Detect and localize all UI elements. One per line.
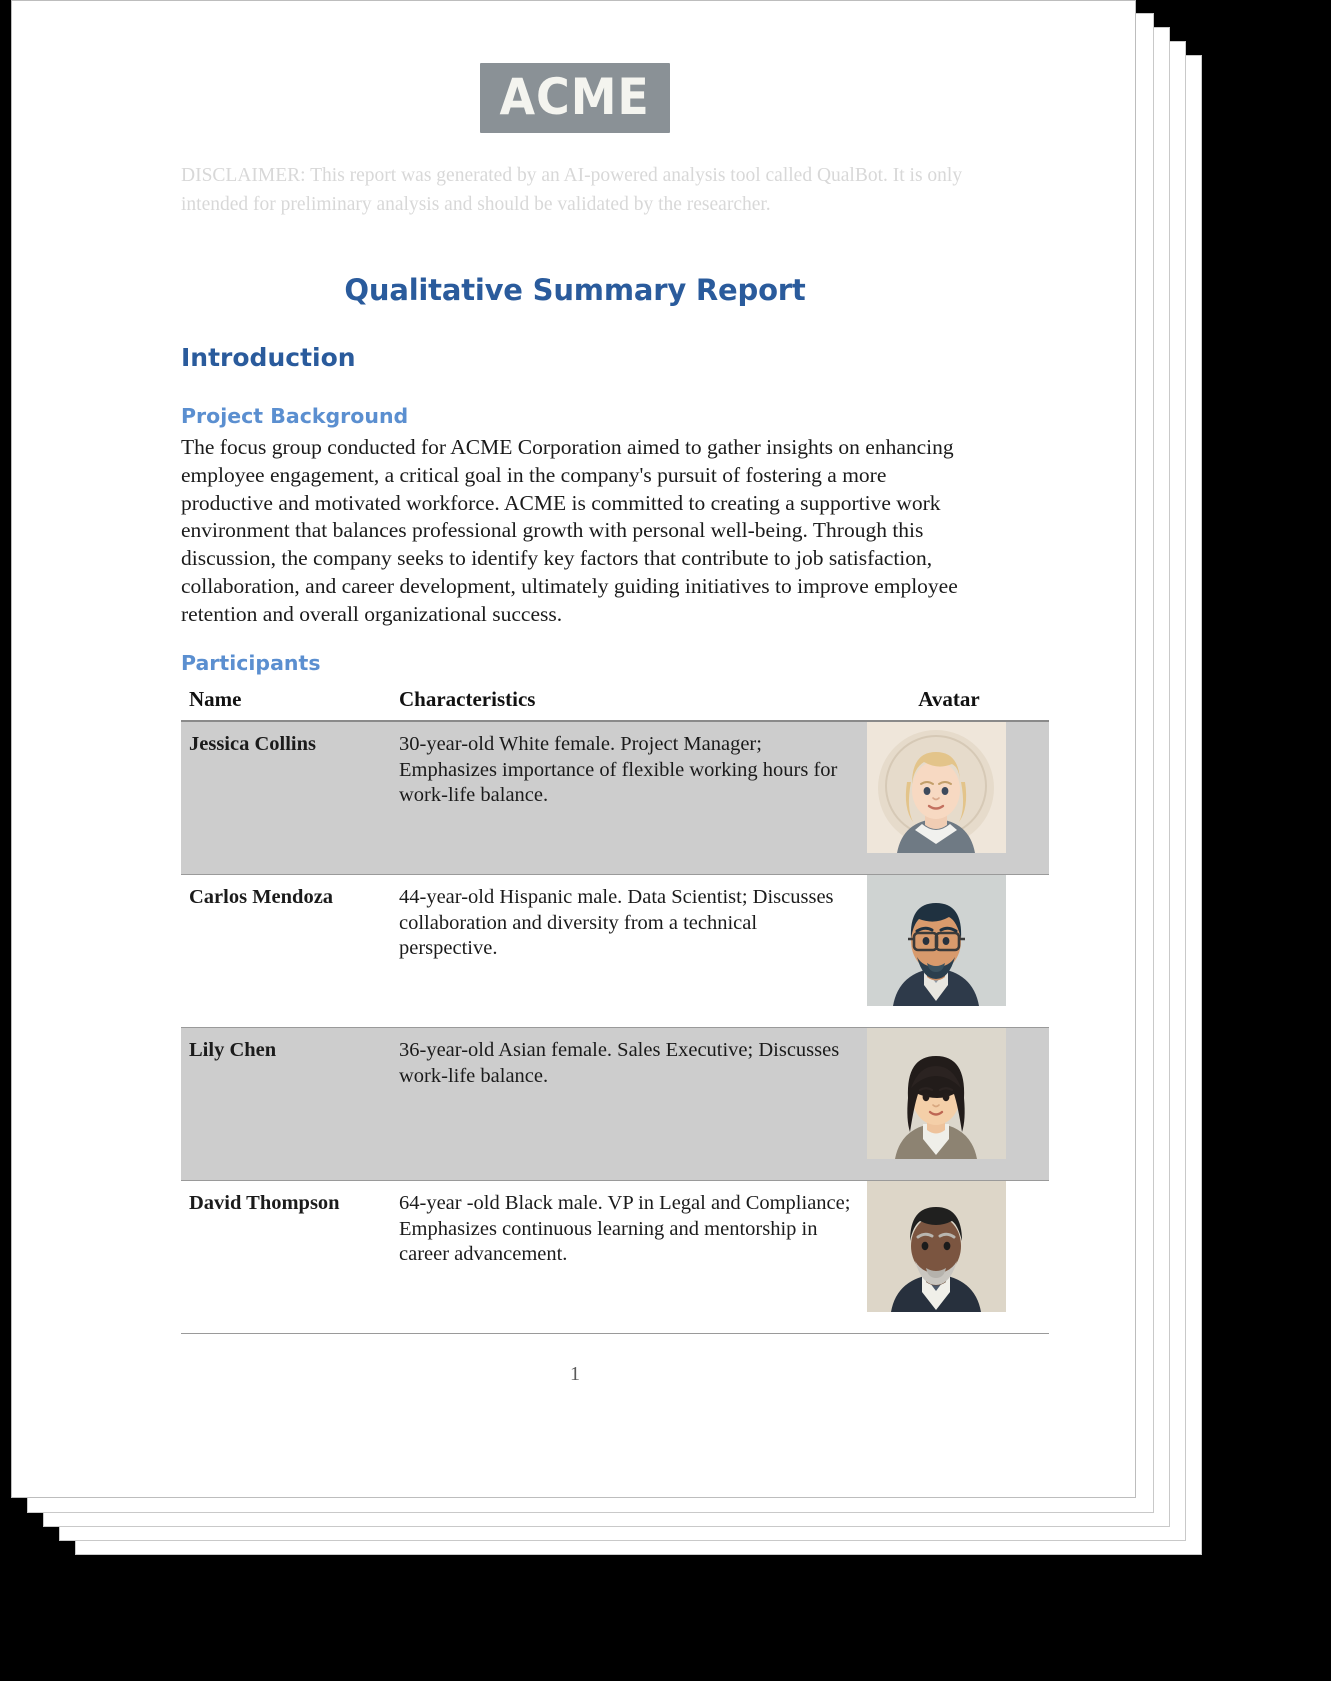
table-row — [181, 1028, 1049, 1181]
column-header-characteristics: Characteristics — [391, 685, 867, 721]
avatar-david-thompson-icon — [867, 1181, 1006, 1312]
participant-characteristics: 64-year -old Black male. VP in Legal and Compliance; Emphasizes continuous learning and mentorship in career advancement. — [391, 1181, 867, 1334]
column-header-avatar: Avatar — [867, 685, 1049, 721]
participant-avatar-cell — [867, 1028, 1049, 1181]
table-header-row — [181, 685, 1049, 721]
participant-name: Jessica Collins — [181, 721, 391, 875]
participant-name: David Thompson — [181, 1181, 391, 1334]
page-content-area — [170, 1, 980, 1497]
document-page — [11, 0, 1136, 1498]
participant-characteristics: 30-year-old White female. Project Manager; Emphasizes importance of flexible working hours for work-life balance. — [391, 721, 867, 875]
participant-avatar-cell — [867, 1181, 1049, 1334]
participant-name: Lily Chen — [181, 1028, 391, 1181]
heading-project-background: Project Background — [181, 404, 409, 428]
table-row — [181, 875, 1049, 1028]
participant-characteristics: 44-year-old Hispanic male. Data Scientist; Discusses collaboration and diversity from a technical perspective. — [391, 875, 867, 1028]
heading-introduction: Introduction — [181, 343, 356, 372]
table-row — [181, 721, 1049, 875]
avatar-carlos-mendoza-icon — [867, 875, 1006, 1006]
participant-characteristics: 36-year-old Asian female. Sales Executive; Discusses work-life balance. — [391, 1028, 867, 1181]
participant-name: Carlos Mendoza — [181, 875, 391, 1028]
table-row — [181, 1181, 1049, 1334]
acme-logo-box — [480, 63, 669, 133]
page-title: Qualitative Summary Report — [344, 273, 806, 307]
participants-table — [181, 685, 1049, 1334]
paragraph-project-background: The focus group conducted for ACME Corporation aimed to gather insights on enhancing employee engagement, a critical goal in the company's pursuit of fostering a more productive and motivated workforce. ACME is committed to creating a supportive work environment that balances professional growth with personal well-being. Through this discussion, the company seeks to identify key factors that contribute to job satisfaction, collaboration, and career development, ultimately guiding initiatives to improve employee retention and overall organizational success. — [181, 435, 958, 626]
acme-logo-text: ACME — [499, 68, 651, 126]
participant-avatar-cell — [867, 875, 1049, 1028]
heading-participants: Participants — [181, 651, 321, 675]
disclaimer-text: DISCLAIMER: This report was generated by an AI-powered analysis tool called QualBot. It is only intended for preliminary analysis and should be validated by the researcher. — [181, 165, 963, 215]
avatar-jessica-collins-icon — [867, 722, 1006, 853]
avatar-lily-chen-icon — [867, 1028, 1006, 1159]
page-number: 1 — [570, 1363, 580, 1385]
column-header-name: Name — [181, 685, 391, 721]
acme-logo — [170, 63, 980, 133]
participant-avatar-cell — [867, 721, 1049, 875]
